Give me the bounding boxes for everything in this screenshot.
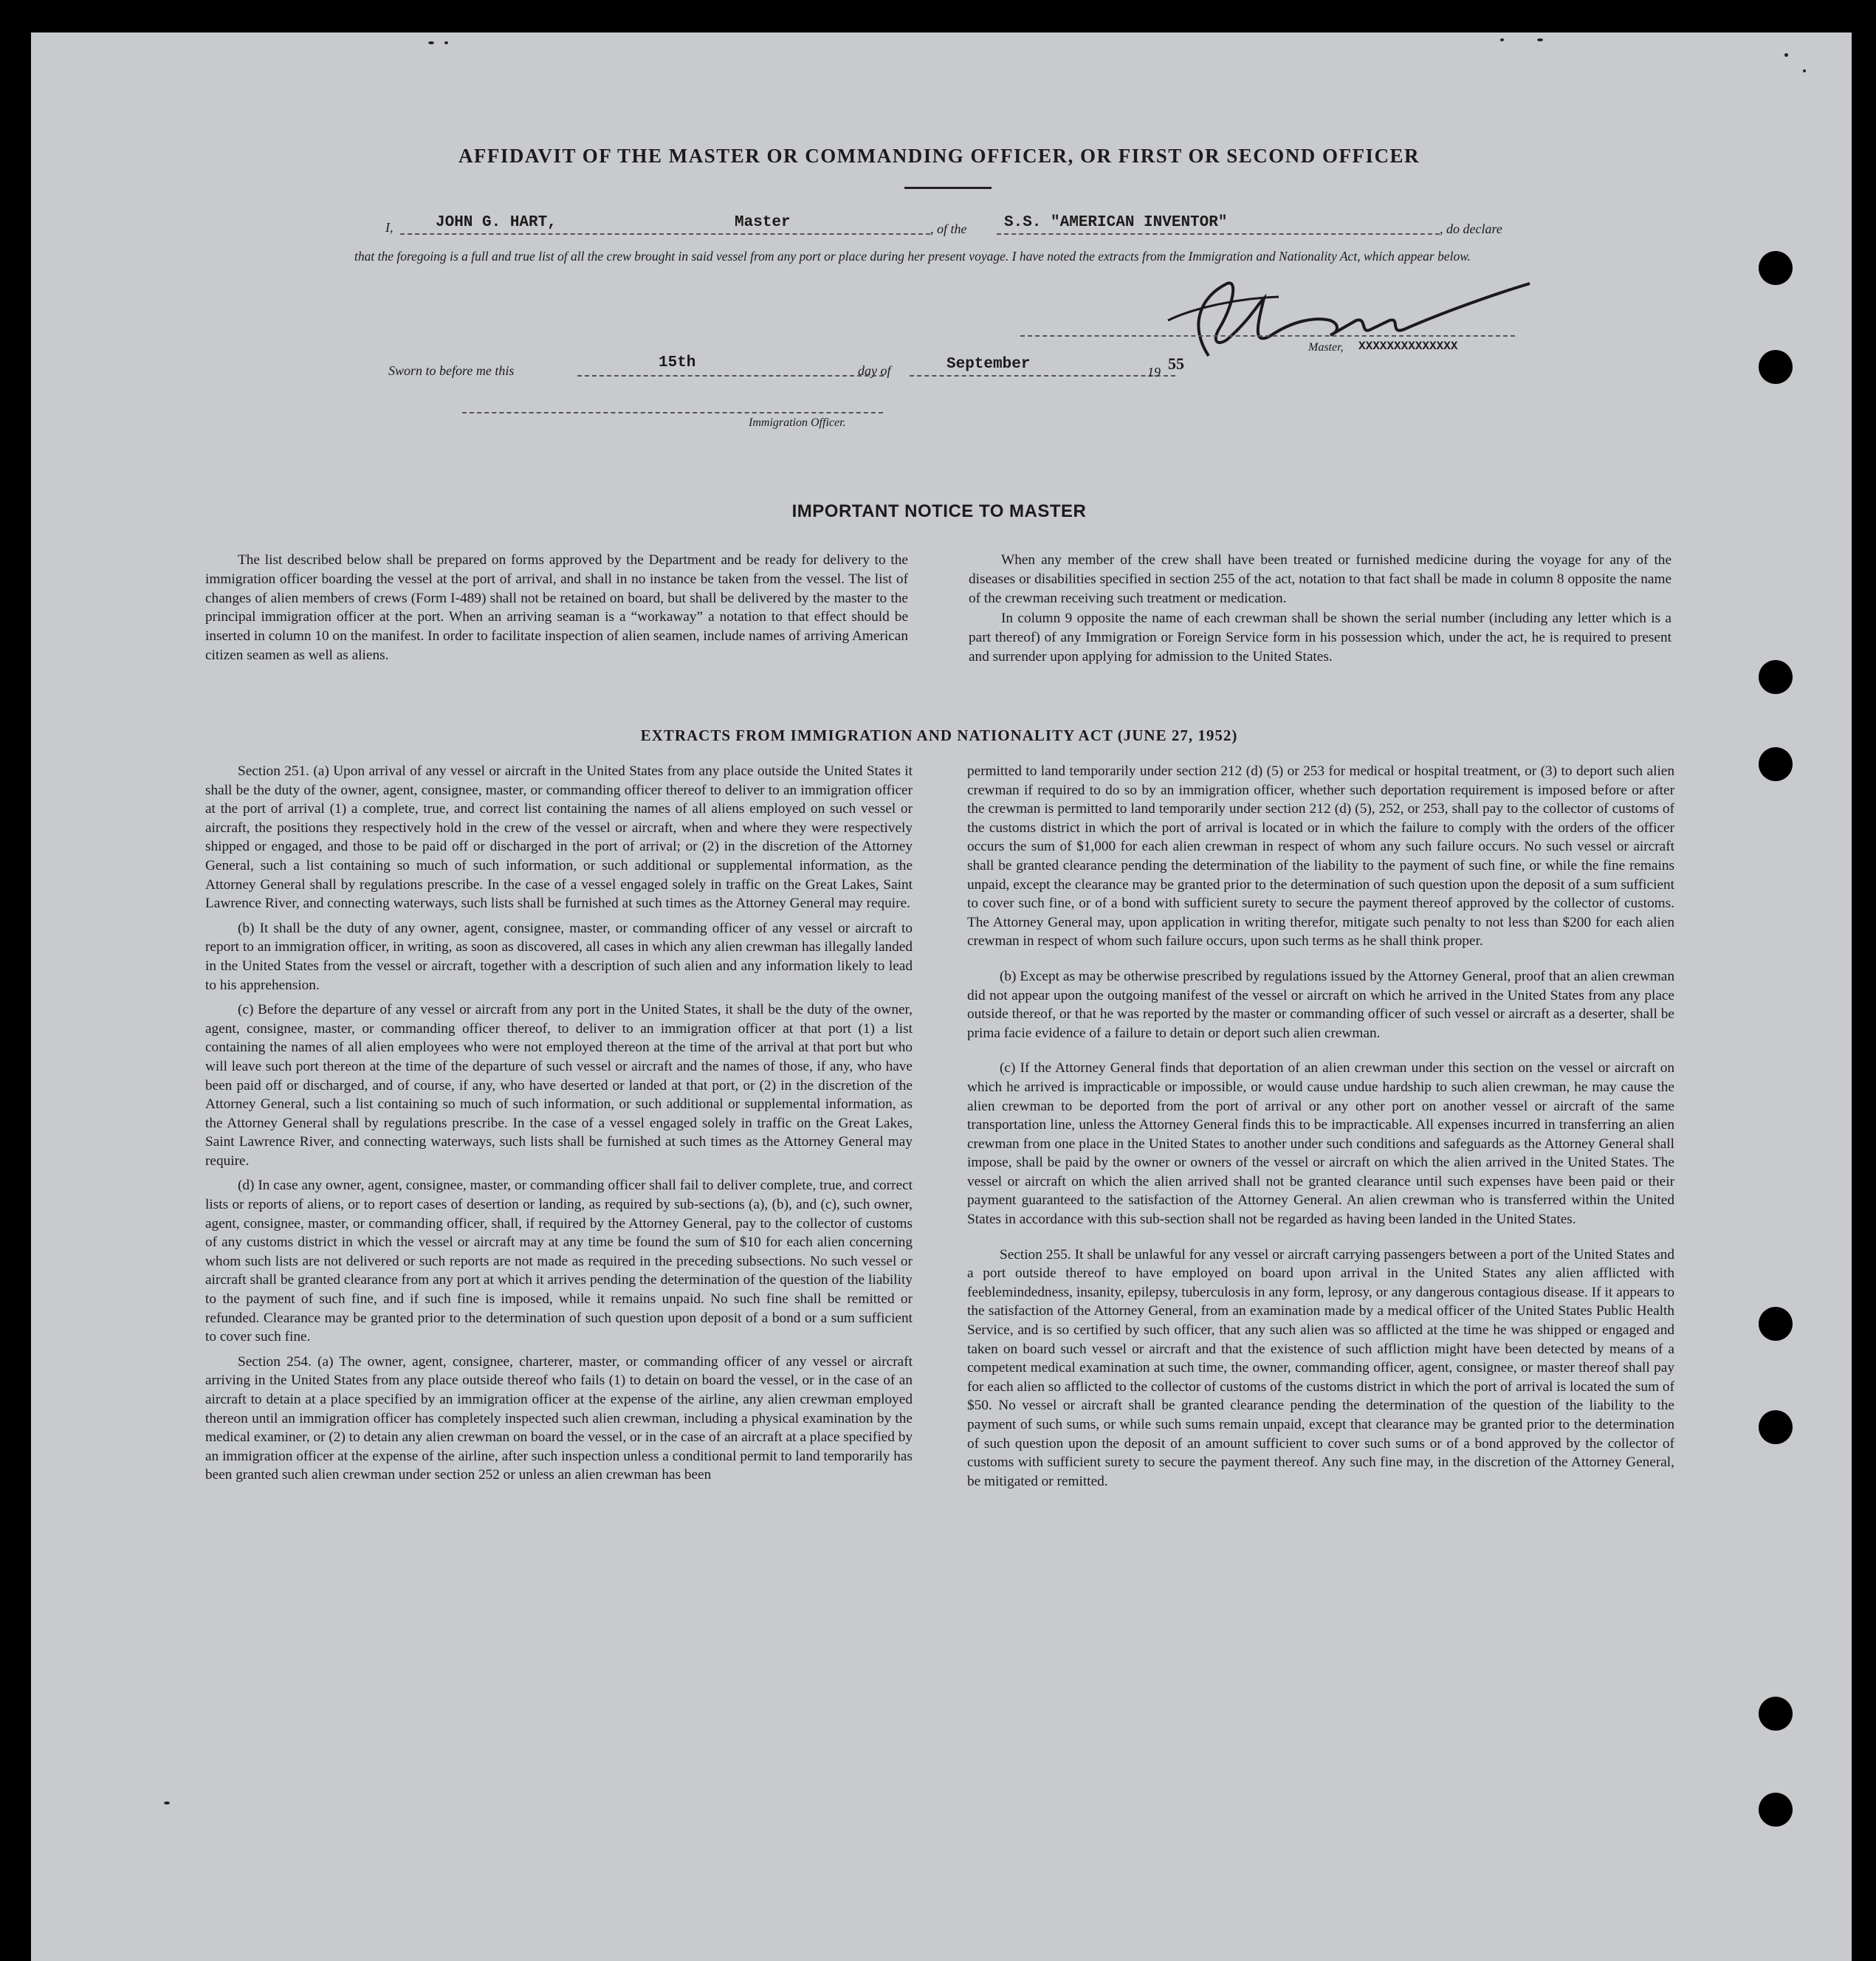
binder-hole — [1759, 1697, 1793, 1731]
scan-speck — [1784, 53, 1788, 57]
day-of-label: day of — [858, 363, 891, 378]
document-page — [31, 32, 1852, 1961]
name-field-line — [400, 233, 930, 235]
affidavit-title: AFFIDAVIT OF THE MASTER OR COMMANDING OFFICER, OR FIRST OR SECOND OFFICER — [458, 145, 1420, 167]
scan-speck — [444, 41, 448, 44]
scan-speck — [428, 41, 434, 44]
notice-title: IMPORTANT NOTICE TO MASTER — [791, 501, 1087, 521]
scan-speck — [1500, 38, 1504, 41]
sworn-month: September — [946, 356, 1031, 373]
vessel-field-line — [997, 233, 1440, 235]
signer-caption: Master, — [1308, 341, 1344, 354]
vessel-name: S.S. "AMERICAN INVENTOR" — [1004, 214, 1228, 231]
sworn-year: 55 — [1168, 354, 1184, 373]
section-254-a: Section 254. (a) The owner, agent, consignee, charterer, master, or commanding officer of any vessel or aircraft arriving in the United States from any place outside thereof who fails (1) to detain on board the vessel, or in the case of an aircraft to detain at a place specified by an immigration officer at the expense of the airline, any alien crewman employed thereon until an immigration officer has completely inspected such alien crewman, including a physical examination by the medical examiner, or (2) to detain any alien crewman on board the vessel, or in the case of an aircraft at a place specified by an immigration officer at the expense of the airline, after such inspection unless a conditional permit to land temporarily has been granted such alien crewman under section 252 or unless an alien crewman has been — [205, 1353, 913, 1483]
sworn-day: 15th — [659, 354, 696, 371]
signer-struck-title: XXXXXXXXXXXXXX — [1358, 340, 1458, 353]
section-251-d: (d) In case any owner, agent, consignee, master, or commanding officer shall fail to deliver complete, true, and correct lists or reports of aliens, or to report cases of desertion or landing, as required by sub-sections (a), (b), and (c), such owner, agent, consignee, master, or commanding officer, shall, if required by the Attorney General, pay to the collector of customs of any customs district in which the vessel or aircraft may at any time be found the sum of $10 for each alien concerning whom such lists are not delivered or such reports are not made as required in the preceding subsections. No such vessel or aircraft shall be granted clearance from any port at which it arrives pending the determination of the question of the liability to the payment of such fine, and if such fine is imposed, while it remains unpaid. No such fine shall be remitted or refunded. Clearance may be granted prior to the determination of such question upon deposit of a bond or a sum sufficient to cover such fine. — [205, 1178, 913, 1345]
signature-line — [1020, 335, 1515, 337]
binder-hole — [1759, 251, 1793, 285]
section-254-a-continued: permitted to land temporarily under section 212 (d) (5) or 253 for medical or hospital treatment, or (3) to deport such alien crewman if required to do so by an immigration officer, whether such deportation requirement is imposed before or after the crewman is permitted to land temporarily under section 212 (d) (5), 252, or 253, shall pay to the collector of customs of the customs district in which the port of arrival is located or in which the failure to comply with the orders of the officer occurs the sum of $1,000 for each alien crewman in respect of whom any such failure occurs. No such vessel or aircraft shall be granted clearance pending the determination of the liability to the payment of such fine, or while the fine remains unpaid, except the clearance may be granted prior to the determination of such question upon the deposit of a sum sufficient to cover such fine, or of a bond with sufficient surety to secure the payment thereof approved by the collector of customs. The Attorney General may, upon application in writing therefor, mitigate such penalty to not less than $200 for each alien crewman in respect of whom such failure occurs, upon such terms as he shall think proper. — [967, 763, 1674, 949]
scan-speck — [1537, 38, 1543, 41]
extracts-left-column — [205, 762, 913, 1491]
binder-hole — [1759, 1410, 1793, 1444]
extracts-title: EXTRACTS FROM IMMIGRATION AND NATIONALITY ACT (JUNE 27, 1952) — [640, 727, 1238, 744]
master-signature — [1146, 276, 1559, 376]
binder-hole — [1759, 1307, 1793, 1341]
notice-left-paragraph: The list described below shall be prepared on forms approved by the Department and be ready for delivery to the immigration officer boarding the vessel at the port of arrival, and shall in no instance be taken from the vessel. The list of changes of alien members of crews (Form I-489) shall not be retained on board, but shall be delivered by the master to the principal immigration officer at the port. When an arriving seaman is a “workaway” a notation to that effect should be inserted in column 10 on the manifest. In order to facilitate inspection of alien seamen, include names of arriving American citizen seamen as well as aliens. — [205, 552, 908, 663]
notice-right-column — [969, 551, 1671, 673]
notice-right-paragraph-1: When any member of the crew shall have been treated or furnished medicine during the voyage for any of the diseases or disabilities specified in section 255 of the act, notation to that fact shall be made in column 8 opposite the name of the crewman receiving such treatment or medication. — [969, 552, 1671, 606]
master-name: JOHN G. HART, — [436, 214, 557, 231]
master-rank: Master — [735, 214, 791, 231]
section-254-c: (c) If the Attorney General finds that deportation of an alien crewman under this section on the vessel or aircraft on which he arrived is impracticable or impossible, or would cause undue hardship to such alien crewman, he may cause the alien crewman to be deported from the port of arrival or any other port on another vessel or aircraft of the same transportation line, unless the Attorney General finds this to be impracticable. All expenses incurred in transferring an alien crewman from one place in the United States to another under such conditions and safeguards as the Attorney General shall impose, shall be paid by the owner or owners of the vessel or aircraft on which the alien arrived in the United States. The vessel or aircraft on which the alien arrived shall not be granted clearance until such expenses have been paid or their payment guaranteed to the satisfaction of the Attorney General. An alien crewman who is transferred within the United States in accordance with this sub-section shall not be regarded as having been landed in the United States. — [967, 1060, 1674, 1228]
scan-speck — [164, 1802, 170, 1804]
binder-hole — [1759, 1793, 1793, 1827]
declaration-prefix: I, — [385, 220, 394, 235]
notice-right-paragraph-2: In column 9 opposite the name of each crewman shall be shown the serial number (including any letter which is a part thereof) of any Immigration or Foreign Service form in his possession which, under the act, he is required to present and surrender upon applying for admission to the United States. — [969, 611, 1671, 664]
section-254-b: (b) Except as may be otherwise prescribed by regulations issued by the Attorney General, proof that an alien crewman did not appear upon the outgoing manifest of the vessel or aircraft on which he arrived in the United States from any place outside thereof, or that he was reported by the master or commanding officer of such vessel or aircraft as a deserter, shall be prima facie evidence of a failure to detain or deport such alien crewman. — [967, 968, 1674, 1041]
section-251-c: (c) Before the departure of any vessel or aircraft from any port in the United States, it shall be the duty of the owner, agent, consignee, master, or commanding officer thereof, to deliver to an immigration officer at that port (1) a list containing the names of all alien employees who were not employed thereon at the time of the arrival at that port but who will leave such port thereon at the time of the departure of such vessel or aircraft and the names of those, if any, who have been paid off or discharged, and of course, if any, who have deserted or landed at that port, or (2) in the discretion of the Attorney General, such a list containing so much of such information, or such additional or supplemental information, as the Attorney General shall by regulations prescribe. In the case of a vessel engaged solely in traffic on the Great Lakes, Saint Lawrence River, and connecting waterways, such lists shall be furnished at such times as the Attorney General may require. — [205, 1002, 913, 1169]
section-251-b: (b) It shall be the duty of any owner, agent, consignee, master, or commanding officer of any vessel or aircraft to report to an immigration officer, in writing, as soon as discovered, all cases in which any alien crewman has illegally landed in the United States from the vessel or aircraft, together with a description of such alien and any information likely to lead to his apprehension. — [205, 920, 913, 993]
month-field-line — [910, 375, 1175, 377]
section-251-a: Section 251. (a) Upon arrival of any vessel or aircraft in the United States from any place outside the United States it shall be the duty of the owner, agent, consignee, master, or commanding officer thereof to deliver to an immigration officer at the port of arrival (1) a complete, true, and correct list containing the names of all aliens employed on such vessel or aircraft, the positions they respectively hold in the crew of the vessel or aircraft, when and where they were respectively shipped or engaged, and those to be paid off or discharged in the port of arrival; or (2) in the discretion of the Attorney General, such a list containing so much of such information, or such additional or supplemental information, as the Attorney General shall by regulations prescribe. In the case of a vessel engaged solely in traffic on the Great Lakes, Saint Lawrence River, and connecting waterways, such lists shall be furnished at such times as the Attorney General may require. — [205, 763, 913, 912]
officer-caption: Immigration Officer. — [749, 416, 846, 429]
notice-left-column — [205, 551, 908, 671]
officer-signature-line — [462, 412, 883, 413]
day-field-line — [577, 375, 884, 377]
year-prefix: 19 — [1147, 365, 1161, 380]
of-the-label: , of the — [930, 221, 967, 236]
scan-speck — [1803, 69, 1806, 72]
do-declare-label: , do declare — [1440, 221, 1502, 236]
affidavit-statement: that the foregoing is a full and true list of all the crew brought in said vessel from any port or place during her present voyage. I have noted the extracts from the Immigration and Nationality Act, which appear below. — [354, 249, 1471, 264]
extracts-right-column — [967, 762, 1674, 1497]
binder-hole — [1759, 660, 1793, 694]
binder-hole — [1759, 350, 1793, 384]
section-255: Section 255. It shall be unlawful for any vessel or aircraft carrying passengers between a port of the United States and a port outside thereof to have employed on board upon arrival in the United States any alien afflicted with feeblemindedness, insanity, epilepsy, tuberculosis in any form, leprosy, or any dangerous contagious disease. If it appears to the satisfaction of the Attorney General, from an examination made by a medical officer of the United States Public Health Service, and is so certified by such officer, that any such alien was so afflicted at the time he was shipped or engaged and taken on board such vessel or aircraft and that the existence of such affliction might have been detected by means of a competent medical examination at such time, the owner, commanding officer, agent, consignee, or master thereof shall pay for each alien so afflicted to the collector of customs of the customs district in which the port of arrival is located the sum of $50. No vessel or aircraft shall be granted clearance pending the determination of the question of the liability to the payment of such sums, or while such sums remain unpaid, except that clearance may be granted prior to the determination of such question upon the deposit of an amount sufficient to cover such sums or of a bond approved by the collector of customs with sufficient surety to secure the payment thereof. Any such fine may, in the discretion of the Attorney General, be mitigated or remitted. — [967, 1246, 1674, 1489]
sworn-label: Sworn to before me this — [388, 363, 515, 378]
binder-hole — [1759, 747, 1793, 781]
title-rule — [904, 187, 992, 189]
